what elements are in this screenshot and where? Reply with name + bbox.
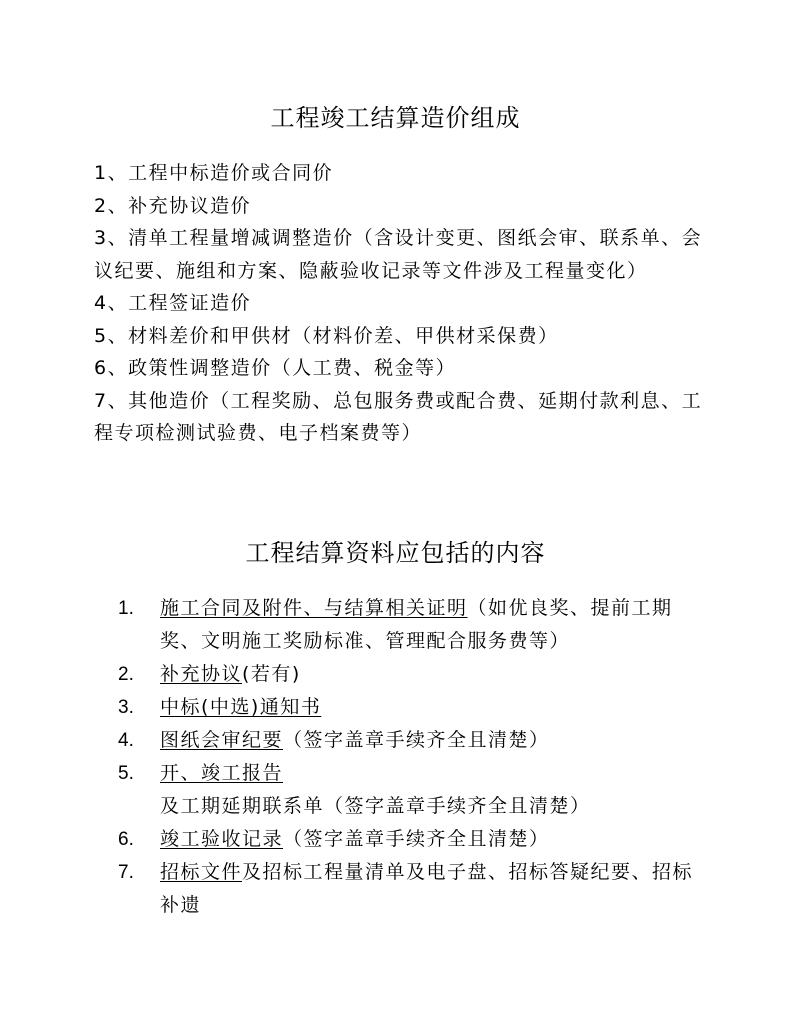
item-number: 7. bbox=[118, 862, 134, 883]
item-number: 3. bbox=[118, 697, 134, 718]
document-name: 开、竣工报告 bbox=[160, 762, 284, 784]
list-item: 5、材料差价和甲供材（材料价差、甲供材采保费） bbox=[94, 324, 559, 347]
list-item bbox=[118, 691, 708, 724]
item-number: 6. bbox=[118, 829, 134, 850]
section-title-settlement-documents: 工程结算资料应包括的内容 bbox=[245, 539, 546, 567]
item-number: 4. bbox=[118, 730, 134, 751]
list-item bbox=[118, 592, 708, 658]
list-item bbox=[118, 823, 708, 856]
item-note: （签字盖章手续齐全且清楚） bbox=[283, 729, 550, 751]
item-number: 5. bbox=[118, 763, 134, 784]
document-name: 中标(中选)通知书 bbox=[160, 696, 322, 718]
cost-composition-list bbox=[94, 157, 704, 450]
document-name: 竣工验收记录 bbox=[160, 828, 284, 850]
document-name: 施工合同及附件、与结算相关证明 bbox=[160, 597, 468, 619]
list-item: 2、补充协议造价 bbox=[94, 194, 252, 217]
list-item: 1、工程中标造价或合同价 bbox=[94, 162, 334, 184]
item-note: （签字盖章手续齐全且清楚） bbox=[283, 828, 550, 850]
item-note: （如优良奖、提前工期奖、文明施工奖励标准、管理配合服务费等） bbox=[160, 597, 673, 652]
item-number: 1. bbox=[118, 598, 134, 619]
section-title-settlement-cost-composition: 工程竣工结算造价组成 bbox=[270, 104, 521, 132]
list-item: 7、其他造价（工程奖励、总包服务费或配合费、延期付款利息、工程专项检测试验费、电子档案费等） bbox=[94, 389, 703, 444]
document-name: 图纸会审纪要 bbox=[160, 729, 284, 751]
settlement-documents-list bbox=[118, 592, 708, 922]
list-item bbox=[118, 856, 708, 922]
list-item: 4、工程签证造价 bbox=[94, 292, 252, 314]
document-name: 补充协议 bbox=[160, 663, 243, 685]
document-name: 招标文件 bbox=[160, 861, 243, 883]
item-note: 及招标工程量清单及电子盘、招标答疑纪要、招标补遗 bbox=[160, 861, 694, 916]
list-item bbox=[118, 658, 708, 691]
list-item: 3、清单工程量增减调整造价（含设计变更、图纸会审、联系单、会议纪要、施组和方案、隐蔽验收记录等文件涉及工程量变化） bbox=[94, 227, 703, 282]
list-item bbox=[118, 757, 708, 823]
item-number: 2. bbox=[118, 664, 134, 685]
list-item: 6、政策性调整造价（人工费、税金等） bbox=[94, 357, 457, 379]
list-item bbox=[118, 724, 708, 757]
item-note: (若有) bbox=[242, 663, 301, 685]
item-note: 及工期延期联系单（签字盖章手续齐全且清楚） bbox=[160, 795, 591, 817]
